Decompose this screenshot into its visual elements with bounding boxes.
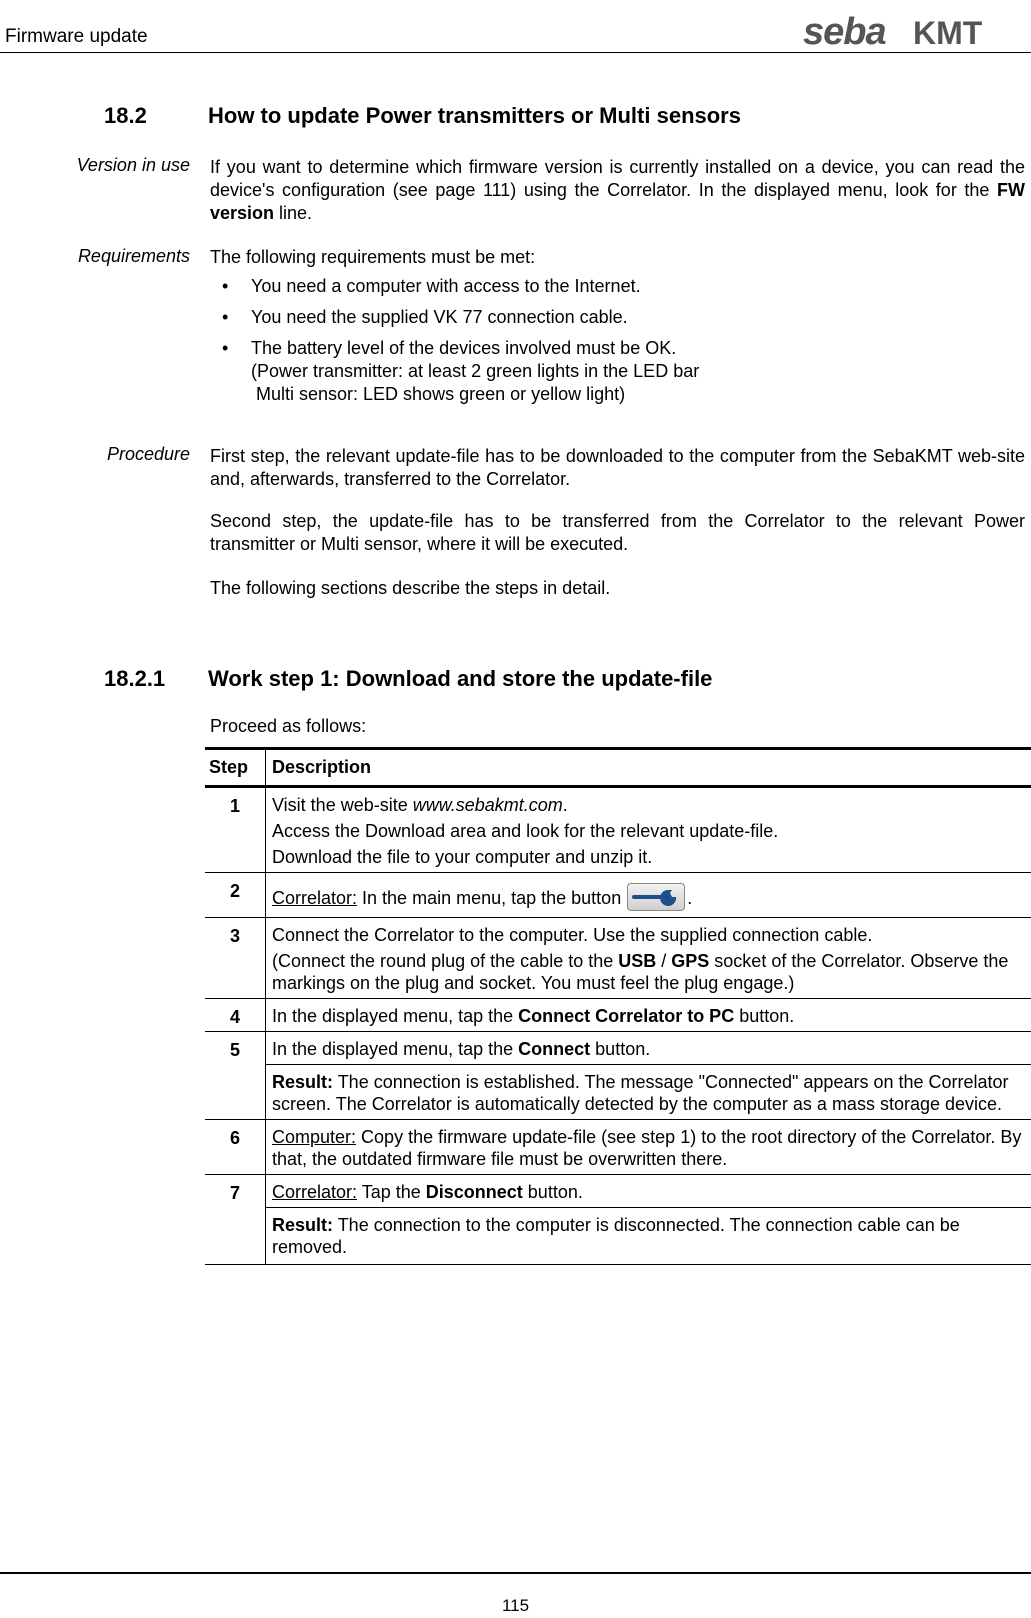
requirement-detail: Multi sensor: LED shows green or yellow light) — [251, 384, 626, 404]
requirement-detail: (Power transmitter: at least 2 green lights in the LED bar — [251, 361, 700, 381]
svg-text:KMT: KMT — [913, 15, 983, 50]
running-header-title: Firmware update — [5, 26, 148, 47]
step-number: 4 — [229, 1007, 240, 1027]
step-number: 1 — [229, 796, 240, 816]
website-url: www.sebakmt.com — [412, 795, 563, 815]
steps-table — [205, 747, 1031, 1265]
requirements-intro: The following requirements must be met: — [210, 247, 536, 267]
proceed-intro: Proceed as follows: — [210, 716, 367, 736]
step-number: 3 — [229, 926, 240, 946]
step-number: 2 — [229, 881, 240, 901]
header-rule — [0, 52, 1031, 53]
subsection-heading — [104, 666, 1004, 694]
table-row: 2 Correlator: In the main menu, tap the button . — [205, 873, 1031, 918]
header-step: Step — [205, 749, 266, 787]
section-heading — [104, 103, 1004, 131]
step-number: 6 — [229, 1128, 240, 1148]
side-label-requirements: Requirements — [77, 246, 190, 266]
side-label-procedure: Procedure — [106, 444, 190, 464]
side-label-version: Version in use — [76, 155, 190, 175]
requirement-item: You need a computer with access to the Internet. — [251, 276, 641, 296]
svg-text:seba: seba — [803, 12, 886, 50]
table-row: 6 Computer: Copy the firmware update-file (see step 1) to the root directory of the Correlator. By that, the outdated firmware file must be overwritten there. — [205, 1120, 1031, 1175]
table-header-row — [205, 749, 1031, 787]
requirement-item: You need the supplied VK 77 connection cable. — [251, 307, 628, 327]
section-title: How to update Power transmitters or Multi sensors — [208, 103, 741, 128]
requirement-item: The battery level of the devices involved must be OK. — [251, 338, 677, 358]
procedure-paragraph-1: First step, the relevant update-file has to be downloaded to the computer from the SebaKMT web-site and, afterwards, transferred to the Correlator. — [210, 446, 1025, 489]
table-row: 1 Visit the web-site www.sebakmt.com. Access the Download area and look for the relevant update-file. Download the file to your computer and unzip it. — [205, 787, 1031, 873]
fw-version-term: FW version — [210, 180, 1025, 223]
table-row: 4 In the displayed menu, tap the Connect Correlator to PC button. — [205, 999, 1031, 1032]
procedure-paragraph-2: Second step, the update-file has to be transferred from the Correlator to the relevant Power transmitter or Multi sensor, where it will be executed. — [210, 511, 1025, 554]
header-description: Description — [266, 749, 1031, 787]
bullet-icon: • — [222, 307, 229, 327]
step-number: 7 — [229, 1183, 240, 1203]
step-number: 5 — [229, 1040, 240, 1060]
footer-rule — [0, 1572, 1031, 1574]
procedure-paragraph-3: The following sections describe the steps in detail. — [210, 578, 611, 598]
bullet-icon: • — [222, 338, 229, 358]
version-paragraph: If you want to determine which firmware version is currently installed on a device, you can read the device's configuration (see page 111) using the Correlator. In the displayed menu, look for the FW version line. — [210, 157, 1025, 223]
page-number: 115 — [501, 1596, 530, 1615]
subsection-number: 18.2.1 — [104, 666, 166, 691]
table-row: 7 Correlator: Tap the Disconnect button. Result: The connection to the computer is disconnected. The connection cable can be removed. — [205, 1175, 1031, 1265]
table-row: 3 Connect the Correlator to the computer. Use the supplied connection cable. (Connect the round plug of the cable to the USB / GPS socket of the Correlator. Observe the markings on the plug and socket. You must feel the plug engage.) — [205, 918, 1031, 999]
wrench-button-icon — [627, 883, 685, 911]
section-number: 18.2 — [104, 103, 147, 128]
sebakmt-logo — [803, 12, 1025, 50]
subsection-title: Work step 1: Download and store the update-file — [208, 666, 713, 691]
table-row: 5 In the displayed menu, tap the Connect button. Result: The connection is established. The message "Connected" appears on the Correlator screen. The Correlator is automatically detected by the computer as a mass storage device. — [205, 1032, 1031, 1120]
bullet-icon: • — [222, 276, 229, 296]
